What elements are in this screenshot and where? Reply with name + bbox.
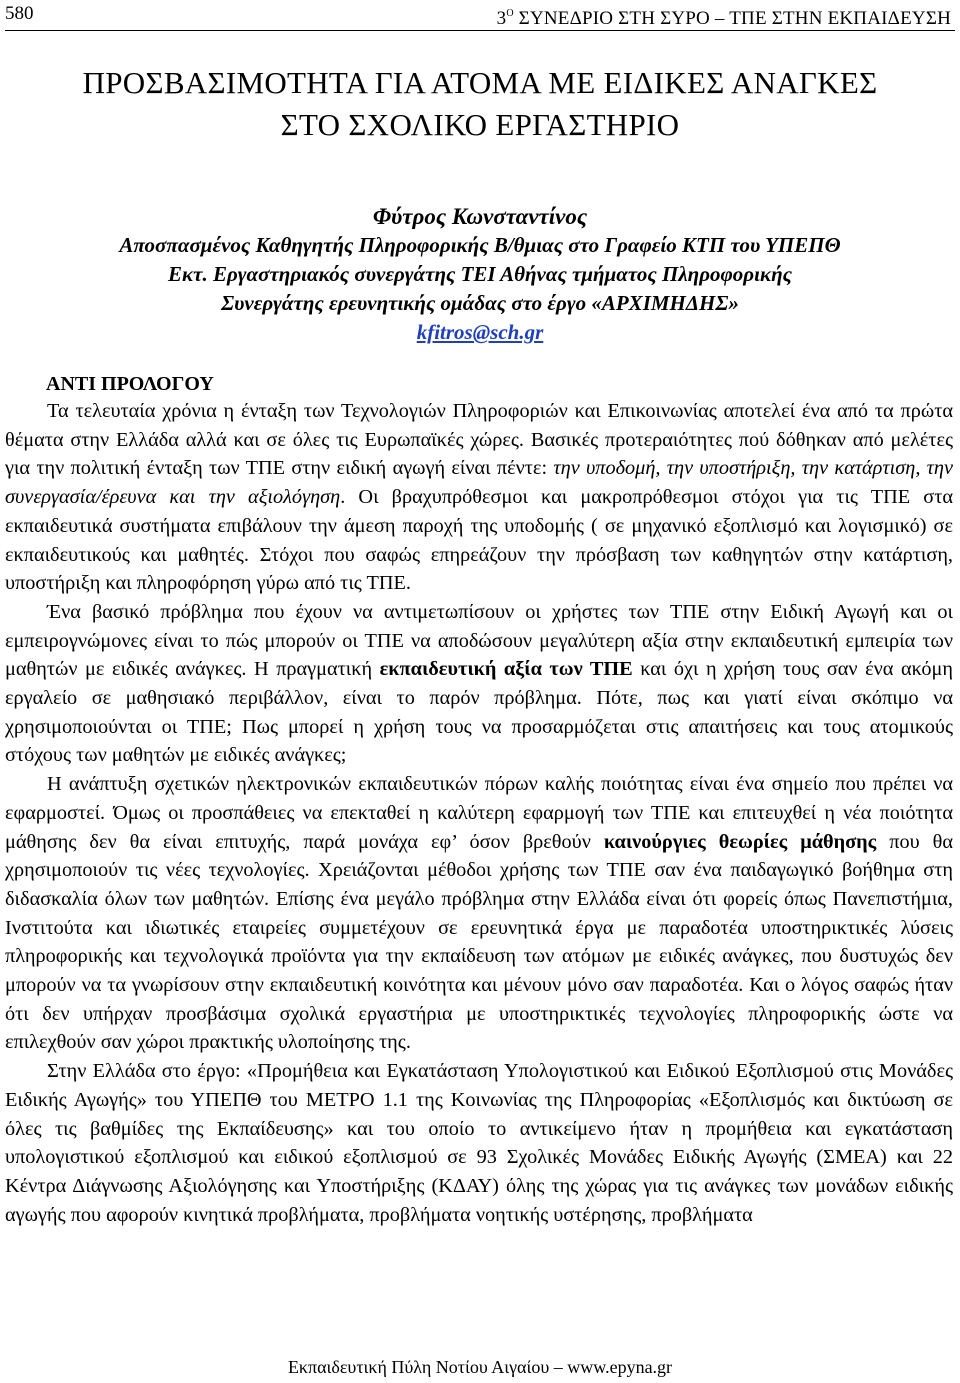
paragraph-1-text-a: Τα τελευταία χρόνια η ένταξη των Τεχνολογιών Πληροφοριών και Επικοινωνίας αποτελεί ένα από τα πρώτα θέματα στην Ελλάδα αλλά και σε όλες τις Ευρωπαϊκές χώρες. Βασικές προτεραιότητες πού δόθηκαν από μελέτες για την πολιτική ένταξη των ΤΠΕ στην ειδική αγωγή είναι πέντε: <box>5 400 953 480</box>
running-title-superscript: Ο <box>506 8 514 19</box>
running-title-text: ΣΥΝΕΔΡΙΟ ΣΤΗ ΣΥΡΟ – ΤΠΕ ΣΤΗΝ ΕΚΠΑΙΔΕΥΣΗ <box>513 8 951 29</box>
running-title-number: 3 <box>496 8 507 29</box>
author-name: Φύτρος Κωνσταντίνος <box>372 204 588 229</box>
author-affiliation-2: Εκτ. Εργαστηριακός συνεργάτης ΤΕΙ Αθήνας τμήματος Πληροφορικής <box>168 262 792 286</box>
paragraph-3-bold: καινούργιες θεωρίες μάθησης <box>603 830 877 853</box>
paragraph-3-text-a: Η ανάπτυξη σχετικών ηλεκτρονικών εκπαιδευτικών πόρων καλής ποιότητας είναι ένα σημείο που πρέπει να εφαρμοστεί. Όμως οι προσπάθειες να επεκταθεί η καλύτερη εφαρμογή των ΤΠΕ και επιτευχθεί η νέα ποιότητα μάθησης δεν θα είναι επιτυχής, παρά μονάχα εφ’ όσον βρεθούν <box>5 773 953 853</box>
page-footer: Εκπαιδευτική Πύλη Νοτίου Αιγαίου – www.epyna.gr <box>287 1357 673 1377</box>
paragraph-3-text-b: που θα χρησιμοποιούν τις νέες τεχνολογίες. Χρειάζονται μέθοδοι χρήσης των ΤΠΕ σαν ένα παιδαγωγικό βοήθημα στη διδασκαλία όλων των μαθητών. Επίσης ένα μεγάλο πρόβλημα στην Ελλάδα είναι ότι φορείς όπως Πανεπιστήμια, Ινστιτούτα και ιδιωτικές εταιρείες συμμετέχουν σε ερευνητικά έργα με παραδοτέα υποστηρικτικές λύσεις πληροφορικής και τεχνολογικά προϊόντα για την εκπαίδευση των ατόμων με ειδικές ανάγκες, που δυστυχώς δεν μπορούν να τα γνωρίσουν στην εκπαιδευτική κοινότητα και μένουν μόνο σαν παραδοτέα. Και ο λόγος σαφώς ήταν ότι δεν υπήρχαν προσβάσιμα σχολικά εργαστήρια με υποστηρικτικές τεχνολογίες πληροφορικής ώστε να επιλεχθούν σαν χώροι πρακτικής υλοποίησης της. <box>5 830 953 1054</box>
author-affiliation-3: Συνεργάτης ερευνητικής ομάδας στο έργο «ΑΡΧΙΜΗΔΗΣ» <box>221 291 739 315</box>
paragraph-3 <box>5 770 953 1057</box>
paragraph-2-text-a: Ένα βασικό πρόβλημα που έχουν να αντιμετωπίσουν οι χρήστες των ΤΠΕ στην Ειδική Αγωγή και οι εμπειρογνώμονες είναι το πώς μπορούν οι ΤΠΕ να αποδώσουν μεγαλύτερη αξία στην εκπαιδευτική εμπειρία των μαθητών με ειδικές ανάγκες. Η πραγματική <box>5 600 953 681</box>
paragraph-1-italic: την υποδομή, την υποστήριξη, την κατάρτιση, την συνεργασία/έρευνα και την αξιολόγηση <box>5 457 953 509</box>
page-header <box>5 0 955 31</box>
body-text <box>5 397 953 1229</box>
author-block <box>0 202 960 347</box>
paragraph-2 <box>5 598 953 770</box>
paragraph-1-text-b: . Οι βραχυπρόθεσμοι και μακροπρόθεσμοι στόχοι για τις ΤΠΕ στα εκπαιδευτικά συστήματα επιβάλουν την άμεση παροχή της υποδομής ( σε μηχανικό εξοπλισμό και λογισμικό) σε εκπαιδευτικούς και μαθητές. Στόχοι που σαφώς επηρεάζουν την πρόσβαση των καθηγητών στην κατάρτιση, υποστήριξη και πληροφόρηση γύρω από τις ΤΠΕ. <box>5 486 953 595</box>
author-affiliation-1: Αποσπασμένος Καθηγητής Πληροφορικής Β/θμιας στο Γραφείο ΚΤΠ του ΥΠΕΠΘ <box>119 233 841 257</box>
paragraph-4: Στην Ελλάδα στο έργο: «Προμήθεια και Εγκατάσταση Υπολογιστικού και Ειδικού Εξοπλισμού στις Μονάδες Ειδικής Αγωγής» του ΥΠΕΠΘ του ΜΕΤΡΟ 1.1 της Κοινωνίας της Πληροφορίας «Εξοπλισμός και δικτύωση σε όλες τις βαθμίδες της Εκπαίδευσης» και του οποίο το αντικείμενο ήταν η προμήθεια και εγκατάσταση υπολογιστικού εξοπλισμού και ειδικού εξοπλισμού σε 93 Σχολικές Μονάδες Ειδικής Αγωγής (ΣΜΕΑ) και 22 Κέντρα Διάγνωσης Αξιολόγησης και Υποστήριξης (ΚΔΑΥ) όλης της χώρας για τις ανάγκες των μονάδων ειδικής αγωγής που αφορούν κινητικά προβλήματα, προβλήματα νοητικής υστέρησης, προβλήματα <box>5 1060 953 1226</box>
page-number: 580 <box>5 3 34 24</box>
paragraph-1 <box>5 397 953 598</box>
title-line-1: ΠΡΟΣΒΑΣΙΜΟΤΗΤΑ ΓΙΑ ΑΤΟΜΑ ΜΕ ΕΙΔΙΚΕΣ ΑΝΑΓΚΕΣ <box>82 65 878 100</box>
paper-title <box>0 62 960 146</box>
author-email-link[interactable]: kfitros@sch.gr <box>416 320 544 344</box>
running-title <box>497 0 951 33</box>
title-line-2: ΣΤΟ ΣΧΟΛΙΚΟ ΕΡΓΑΣΤΗΡΙΟ <box>280 107 680 142</box>
section-heading: ΑΝΤΙ ΠΡΟΛΟΓΟΥ <box>46 373 214 395</box>
paragraph-2-text-b: και όχι η χρήση τους σαν ένα ακόμη εργαλείο σε μαθησιακό περιβάλλον, είναι το παρόν πρόβλημα. Πότε, πως και γιατί είναι σκόπιμο να χρησιμοποιούνται οι ΤΠΕ; Πως μπορεί η χρήση τους να προσαρμόζεται στις απαιτήσεις και τους ατομικούς στόχους των μαθητών με ειδικές ανάγκες; <box>5 658 953 767</box>
paragraph-2-bold: εκπαιδευτική αξία των ΤΠΕ <box>379 658 633 681</box>
